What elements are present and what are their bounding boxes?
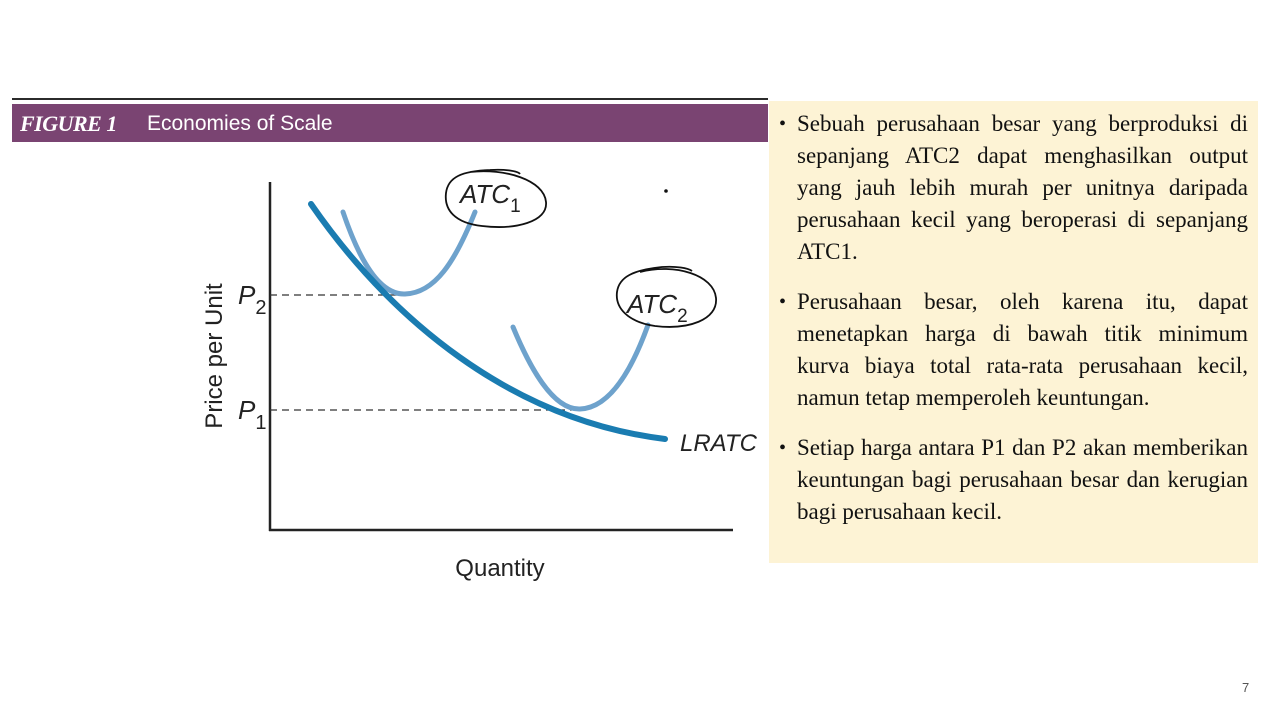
atc2-label: ATC <box>627 289 678 319</box>
y-tick-p1-sub: 1 <box>255 412 267 434</box>
series-label-lratc: LRATC <box>680 430 757 457</box>
bullet-dot-icon: • <box>779 113 787 135</box>
atc1-curve <box>343 212 475 294</box>
y-tick-p1 <box>238 395 266 434</box>
bullet-item <box>779 286 1248 414</box>
bullet-dot-icon: • <box>779 291 787 313</box>
x-axis-label: Quantity <box>455 555 545 582</box>
series-label-atc2 <box>625 289 688 327</box>
bullet-item <box>779 432 1248 528</box>
bullet-text: Sebuah perusahaan besar yang berproduksi di sepanjang ATC2 dapat menghasilkan output yang jauh lebih murah per unitnya daripada perusahaan kecil yang beroperasi di sepanjang ATC1. <box>797 111 1248 264</box>
bullet-text: Setiap harga antara P1 dan P2 akan memberikan keuntungan bagi perusahaan besar dan kerugian bagi perusahaan kecil. <box>797 435 1248 524</box>
bullet-text: Perusahaan besar, oleh karena itu, dapat menetapkan harga di bawah titik minimum kurva biaya total rata-rata perusahaan kecil, namun tetap memperoleh keuntungan. <box>797 289 1248 410</box>
y-tick-p2-sub: 2 <box>255 297 267 319</box>
explanation-panel <box>769 101 1258 563</box>
atc2-sub: 2 <box>677 306 688 327</box>
lratc-curve <box>311 204 665 439</box>
bullet-item <box>779 108 1248 268</box>
atc1-sub: 1 <box>510 196 521 217</box>
figure-title: Economies of Scale <box>147 112 333 135</box>
bullet-list <box>779 108 1248 528</box>
y-axis-label: Price per Unit <box>201 283 228 429</box>
series-label-atc1 <box>458 179 521 217</box>
y-tick-p1-label: P <box>238 395 256 425</box>
stray-dot <box>664 189 668 193</box>
bullet-dot-icon: • <box>779 437 787 459</box>
atc1-label: ATC <box>460 179 511 209</box>
page-number: 7 <box>1242 680 1250 695</box>
y-tick-p2 <box>238 280 266 319</box>
atc2-curve <box>513 325 648 409</box>
y-tick-p2-label: P <box>238 280 256 310</box>
figure-label: FIGURE 1 <box>20 111 117 136</box>
